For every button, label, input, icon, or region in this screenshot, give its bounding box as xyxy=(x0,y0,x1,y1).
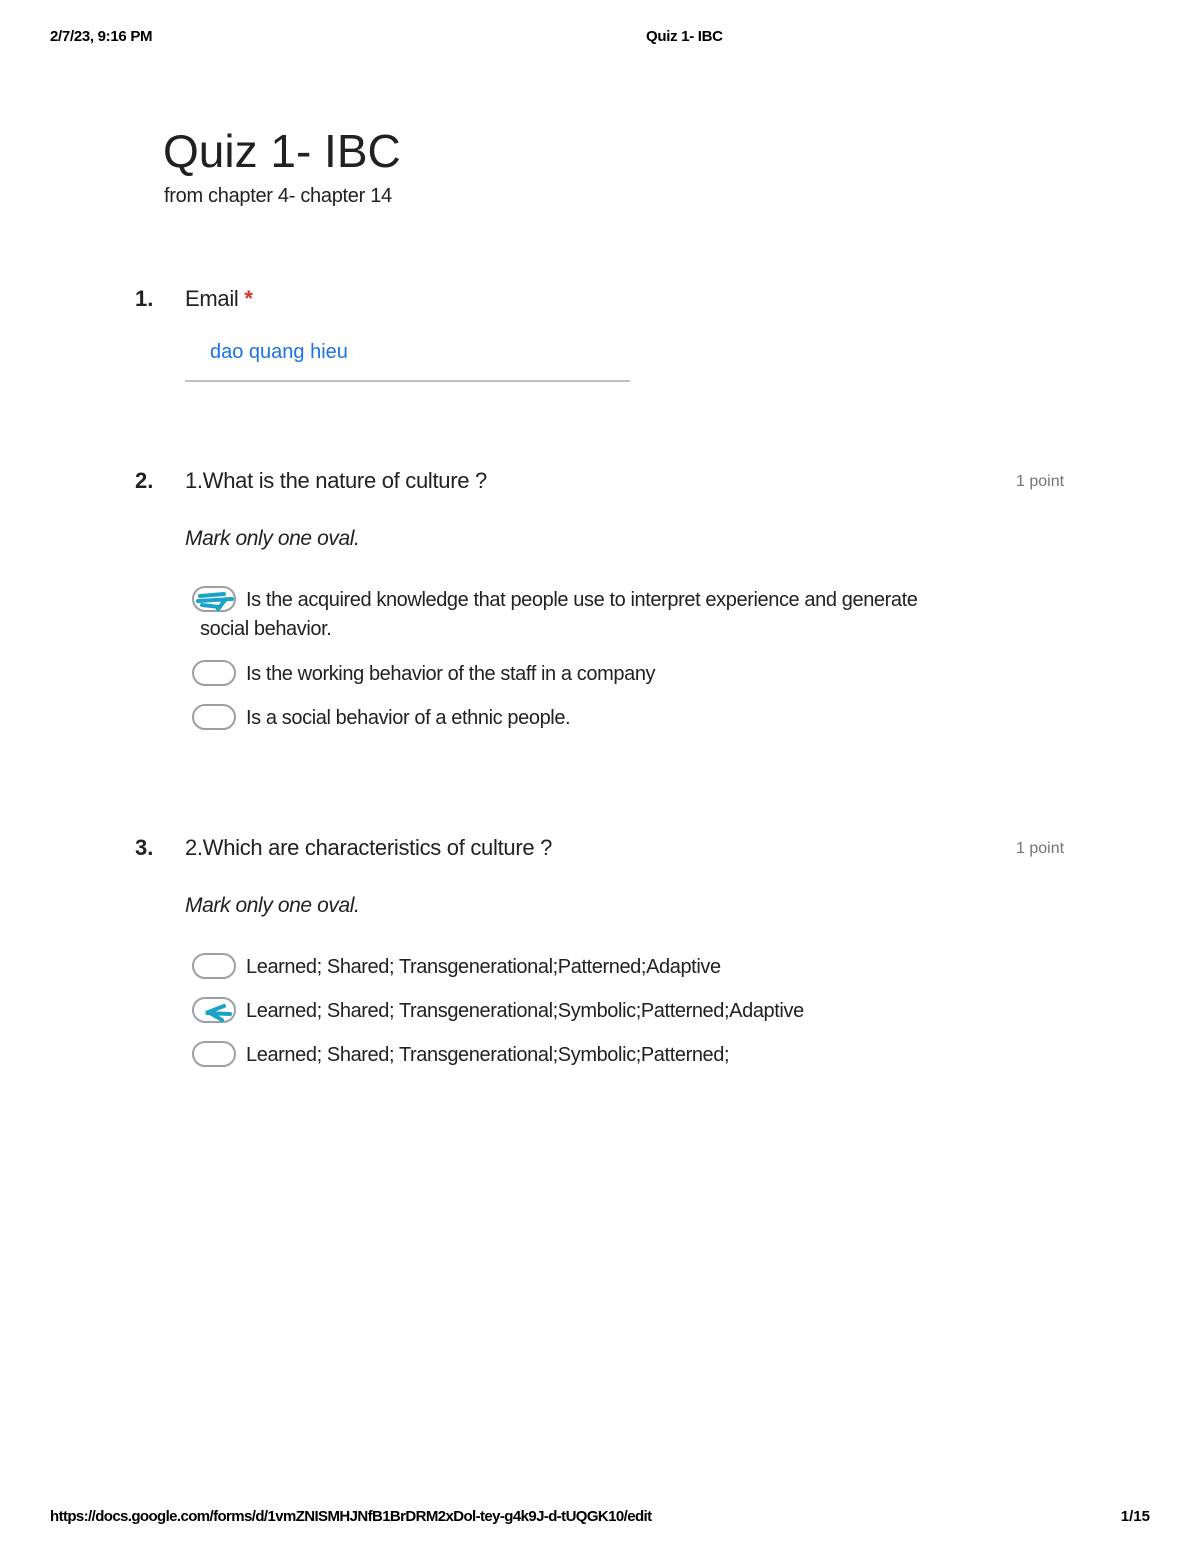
option-label-line1: Is the acquired knowledge that people use to interpret experience and generate xyxy=(246,589,918,611)
radio-oval[interactable] xyxy=(192,1041,236,1067)
option-radio[interactable] xyxy=(192,997,1052,1026)
form-title: Quiz 1- IBC xyxy=(163,125,401,177)
question-number: 2. xyxy=(135,468,154,493)
print-page-number: 1/15 xyxy=(1120,1508,1150,1525)
option-radio[interactable] xyxy=(192,586,1052,644)
print-url: https://docs.google.com/forms/d/1vmZNISMHJNfB1BrDRM2xDol-tey-g4k9J-d-tUQGK10/edit xyxy=(50,1508,652,1525)
option-label: Is a social behavior of a ethnic people. xyxy=(246,707,571,729)
question-number: 3. xyxy=(135,835,154,860)
required-asterisk: * xyxy=(244,286,253,311)
radio-oval[interactable] xyxy=(192,704,236,730)
option-radio[interactable] xyxy=(192,953,1052,982)
radio-oval-selected[interactable] xyxy=(192,586,236,612)
question-title: 1.What is the nature of culture ? xyxy=(185,468,487,493)
question-number: 1. xyxy=(135,286,154,311)
hand-drawn-check-icon xyxy=(196,590,236,612)
question-points: 1 point xyxy=(1016,840,1065,857)
radio-oval-selected[interactable] xyxy=(192,997,236,1023)
question-instruction: Mark only one oval. xyxy=(185,527,360,550)
print-page-title: Quiz 1- IBC xyxy=(646,28,723,45)
option-label: Learned; Shared; Transgenerational;Patterned;Adaptive xyxy=(246,956,721,978)
question-points: 1 point xyxy=(1016,473,1065,490)
option-label: Learned; Shared; Transgenerational;Symbolic;Patterned;Adaptive xyxy=(246,1000,804,1022)
hand-drawn-check-icon xyxy=(196,1001,236,1023)
form-description: from chapter 4- chapter 14 xyxy=(164,185,392,207)
radio-oval[interactable] xyxy=(192,660,236,686)
option-label: Learned; Shared; Transgenerational;Symbolic;Patterned; xyxy=(246,1044,730,1066)
radio-oval[interactable] xyxy=(192,953,236,979)
question-title-email xyxy=(185,286,253,312)
option-label xyxy=(192,586,1052,644)
question-instruction: Mark only one oval. xyxy=(185,894,360,917)
option-label-line2: social behavior. xyxy=(200,618,332,640)
option-radio[interactable] xyxy=(192,704,1052,733)
option-radio[interactable] xyxy=(192,1041,1052,1070)
option-label: Is the working behavior of the staff in a company xyxy=(246,663,656,685)
option-radio[interactable] xyxy=(192,660,1052,689)
print-datetime: 2/7/23, 9:16 PM xyxy=(50,28,153,45)
question-title-text: Email xyxy=(185,286,239,311)
answer-underline xyxy=(185,380,630,382)
question-title: 2.Which are characteristics of culture ? xyxy=(185,835,553,860)
email-answer[interactable]: dao quang hieu xyxy=(210,341,348,363)
